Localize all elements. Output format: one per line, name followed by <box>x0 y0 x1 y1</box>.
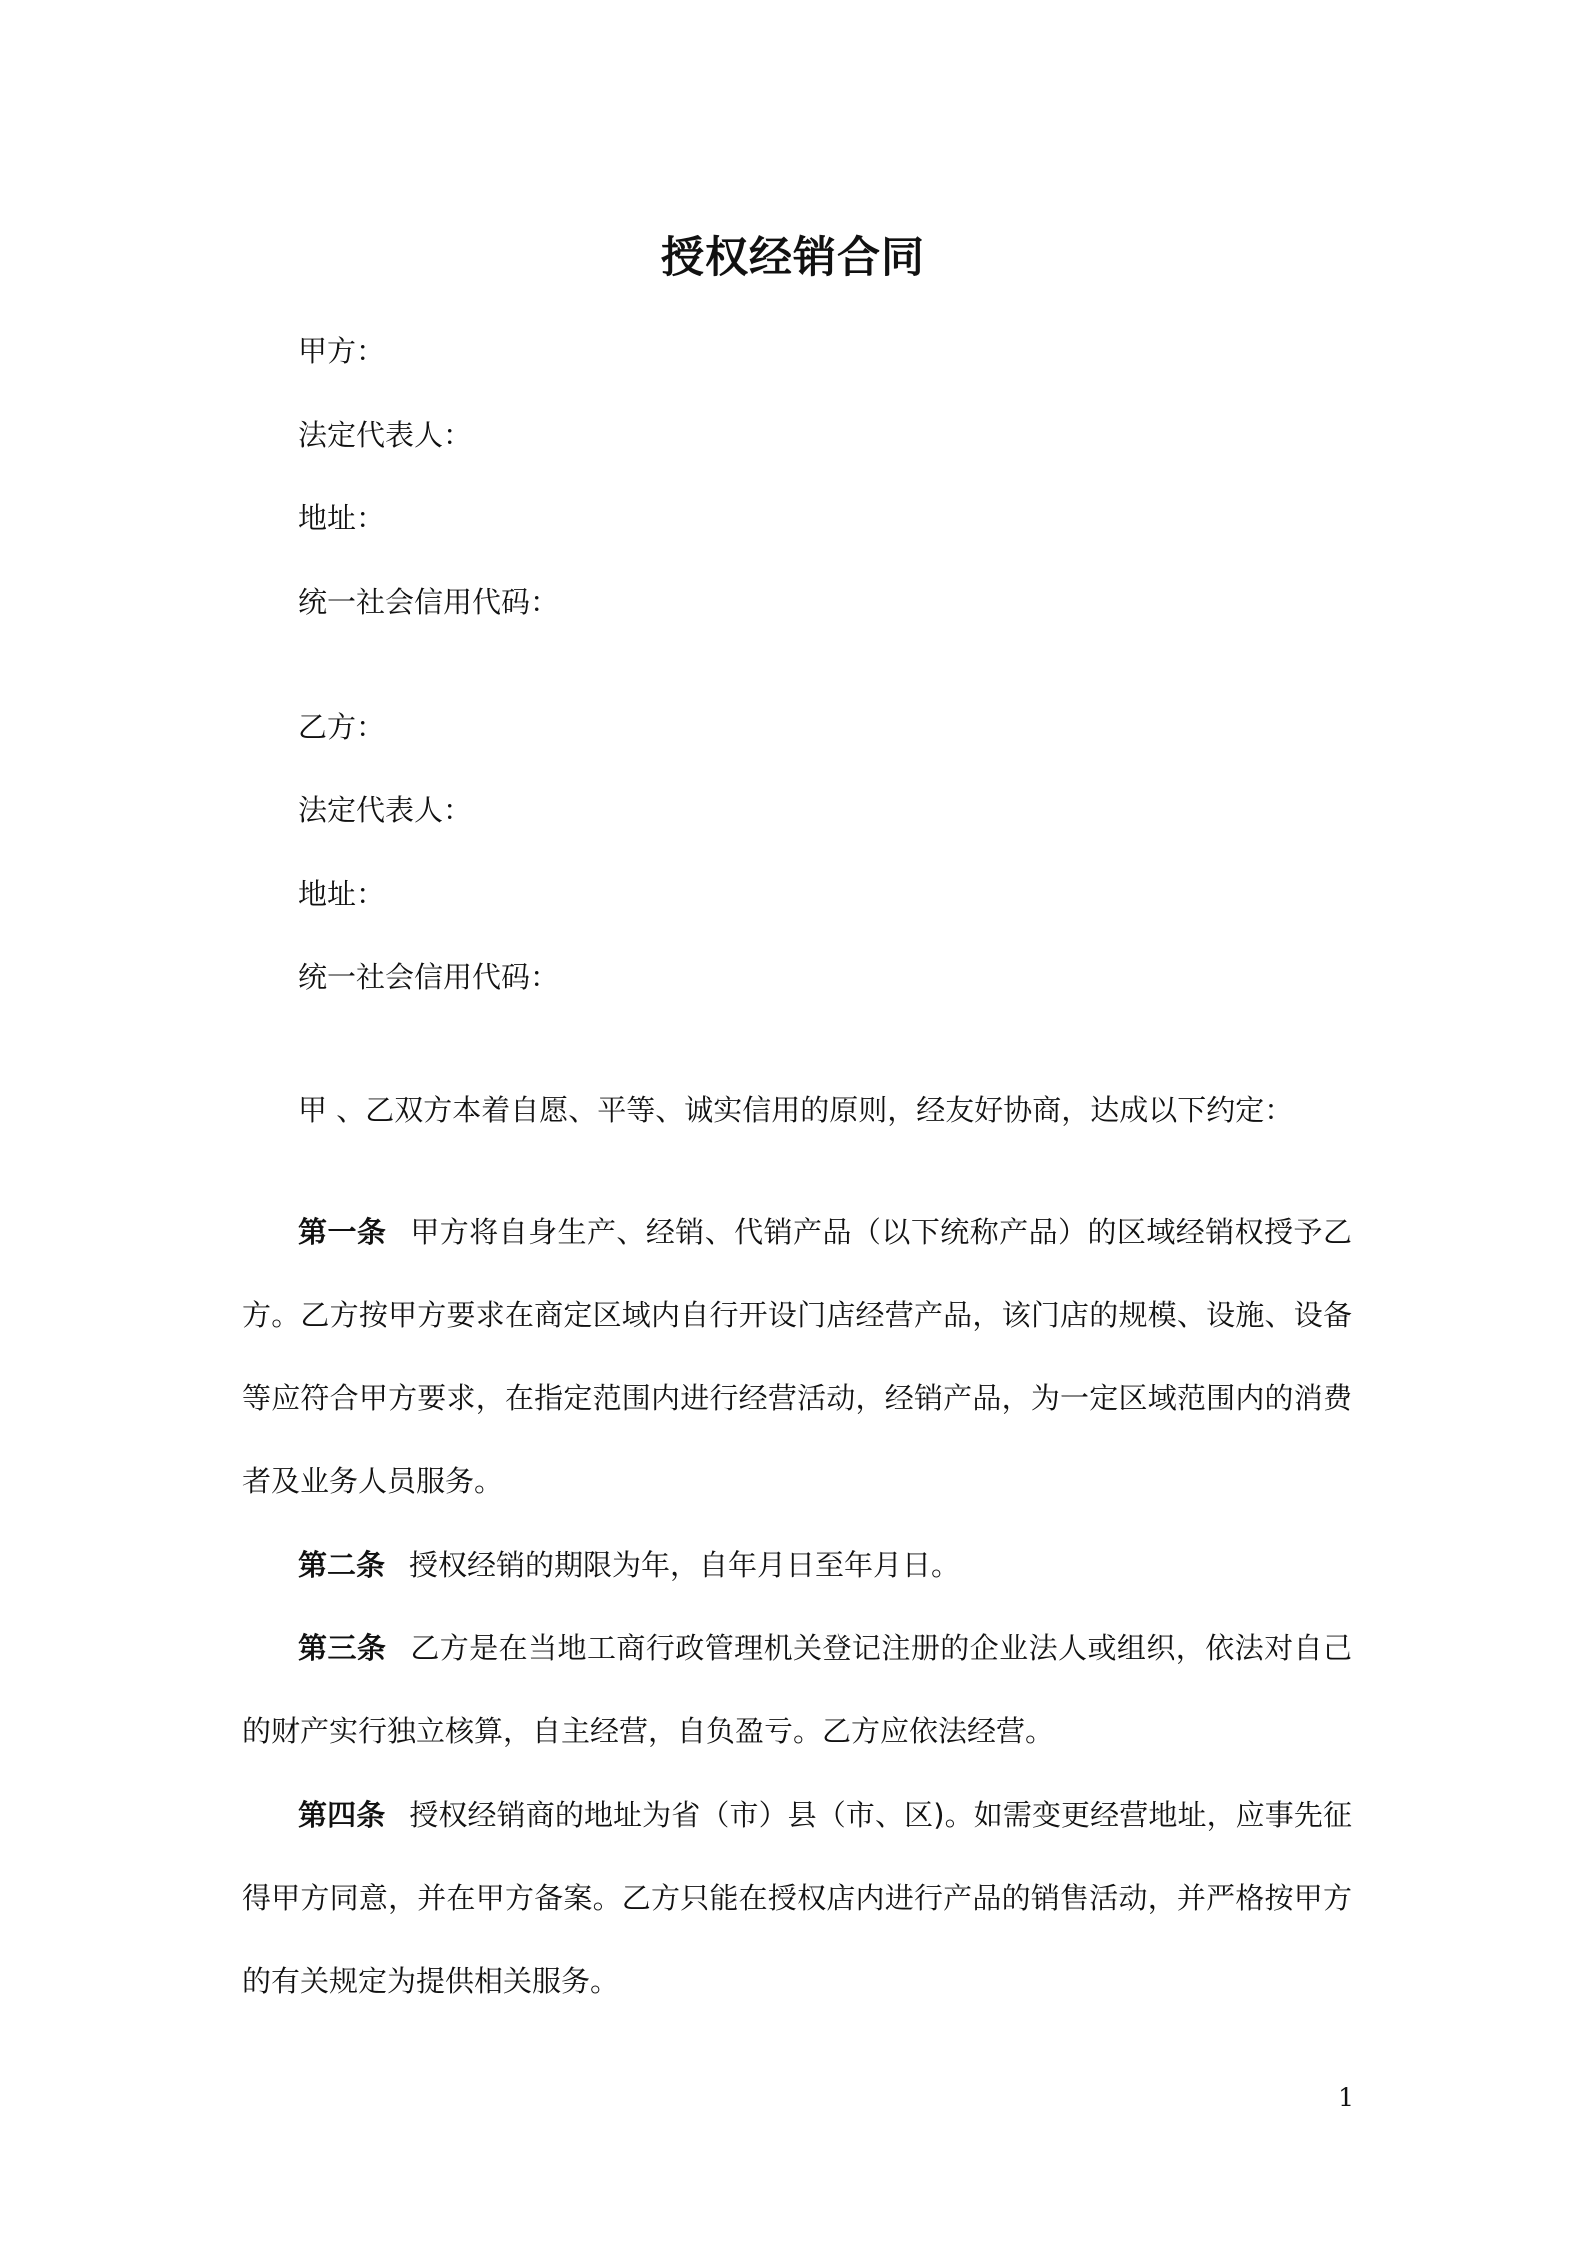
party-b-address-label: 地址： <box>298 877 386 911</box>
article-text: 甲方将自身生产、经销、代销产品（以下统称产品）的区域经销权授予乙方。乙方按甲方要求在商定区域内自行开设门店经营产品，该门店的规模、设施、设备等应符合甲方要求，在指定范围内进行经营活动，经销产品，为一定区域范围内的消费者及业务人员服务。 <box>242 1215 1352 1498</box>
article-text: 授权经销的期限为年，自年月日至年月日。 <box>409 1548 961 1582</box>
article-3 <box>242 1607 1352 1773</box>
party-b-name-label: 乙方： <box>298 710 386 744</box>
party-b-rep-label: 法定代表人： <box>298 793 473 827</box>
preamble: 甲 、乙双方本着自愿、平等、诚实信用的原则，经友好协商，达成以下约定： <box>298 1093 1294 1127</box>
article-4 <box>242 1774 1352 2023</box>
party-a-name-label: 甲方： <box>298 334 386 368</box>
page-title: 授权经销合同 <box>661 233 925 283</box>
party-b-credit-code-label: 统一社会信用代码： <box>298 960 560 994</box>
article-label: 第二条 <box>298 1548 386 1582</box>
article-label: 第四条 <box>298 1798 386 1832</box>
article-1 <box>242 1191 1352 1523</box>
article-2 <box>242 1524 1352 1607</box>
article-text: 授权经销商的地址为省（市）县（市、区)。如需变更经营地址，应事先征得甲方同意，并在甲方备案。乙方只能在授权店内进行产品的销售活动，并严格按甲方的有关规定为提供相关服务。 <box>242 1798 1352 1998</box>
page-number: 1 <box>1338 2083 1354 2112</box>
party-a-rep-label: 法定代表人： <box>298 418 473 452</box>
article-label: 第三条 <box>298 1631 387 1665</box>
party-a-credit-code-label: 统一社会信用代码： <box>298 585 560 619</box>
article-text: 乙方是在当地工商行政管理机关登记注册的企业法人或组织，依法对自己的财产实行独立核算，自主经营，自负盈亏。乙方应依法经营。 <box>242 1631 1352 1748</box>
article-label: 第一条 <box>298 1215 387 1249</box>
party-a-address-label: 地址： <box>298 501 386 535</box>
